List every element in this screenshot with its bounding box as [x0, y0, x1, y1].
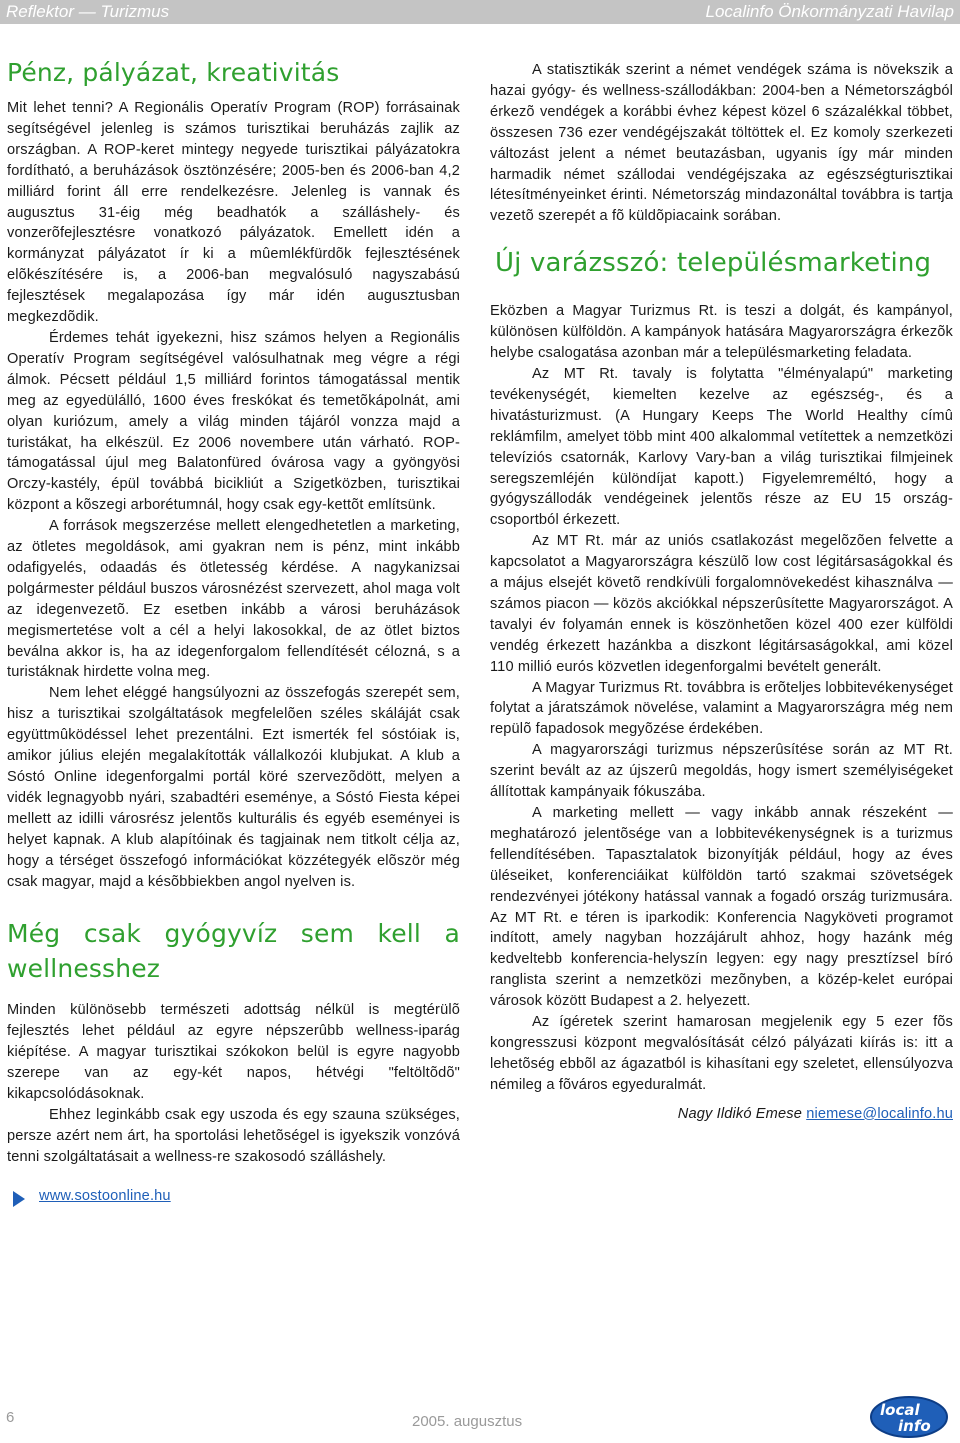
section-heading-marketing: Új varázsszó: településmarketing [495, 248, 932, 279]
paragraph: A magyarországi turizmus népszerûsítése során az MT Rt. szerint bevált az az újszerû megoldás, hogy ismert személyiségeket állítottak kampányaik fókuszába. [490, 742, 953, 801]
svg-text:local: local [880, 1401, 920, 1419]
header-publication-name: Localinfo Önkormányzati Havilap [705, 2, 954, 21]
paragraph: Nem lehet eléggé hangsúlyozni az összefogás szerepét sem, hisz a turisztikai szolgáltatások megfelelõen széles skáláját csak együttmûködéssel lehet prezentálni. Ezt ismerték fel sóstóiak is, amikor július elején megalakították vállalkozói klubjukat. A klub a Sóstó Online idegenforgalmi portál köré szervezõdött, melyen a vidék legnagyobb nyári, szabadtéri eseménye, a Sóstó Fiesta képei mellett az idilli városrész jelentõs kulturális és egyéb eseményei is helyet kapnak. A klub alapítóinak és tagjainak nem titkolt célja az, hogy a térséget összefogó információkat közzétegyék elõször még csak magyar, majd a késõbbiekben angol nyelven is. [7, 685, 460, 890]
paragraph: Az ígéretek szerint hamarosan megjelenik egy 5 ezer fõs kongresszusi központ megvalósítását célzó pályázati kiírás is: itt a lehetõség ebbõl az ágazatból is kihasítani egy szeletet, ellensúlyozva némileg a fõváros egyeduralmát. [490, 1014, 953, 1093]
sostoonline-link[interactable]: www.sostoonline.hu [39, 1187, 171, 1204]
paragraph: Az MT Rt. tavaly is folytatta "élményalapú" marketing tevékenységét, kiemelten kezelve az egészség-, és a hivatásturizmust. (A Hungary Keeps The World Healthy címû reklámfilm, amelyet több mint 400 alkalommal vetítettek a nemzetközi televíziós csatornák, Karlovy Vary-ban a világ turisztikai filmjeinek seregszemléjén különdíjat kapott.) Figyelemreméltó, hogy a gyógyszállodák vendégeinek jelentõs része az EU 15 ország-csoportból érkezett. [490, 365, 953, 529]
paragraph: Eközben a Magyar Turizmus Rt. is teszi a dolgát, és kampányol, különösen külföldön. A kampányok hatására Magyarországra érkezõk helybe csalogatása azonban már a településmarketing feladata. [490, 303, 953, 362]
page-footer [0, 1401, 960, 1443]
paragraph: A források megszerzése mellett elengedhetetlen a marketing, az ötletes megoldások, ami gyakran nem is pénz, mint inkább odafigyelés, odaadás és ötletesség kérdése. A nagykanizsai polgármester például buszos városnézést szervezett, ahol maga volt az idegenvezetõ. Ez esetben inkább a városi beruházások megismertetése volt a cél a helyi lakosokkal, de az ötlet biztos beválna akkor is, ha az idegenforgalom fellendítését célozná, s a turistáknak hirdette volna meg. [7, 518, 460, 681]
page-header [0, 0, 960, 24]
article-title: Pénz, pályázat, kreativitás [7, 58, 340, 87]
right-column [490, 60, 953, 1125]
section-heading-wellness: Még csak gyógyvíz sem kell a wellnesshez [7, 919, 460, 984]
left-column [7, 58, 460, 1207]
localinfo-logo [868, 1393, 950, 1439]
author-name: Nagy Ildikó Emese [677, 1105, 802, 1122]
paragraph: Az MT Rt. már az uniós csatlakozást megelõzõen felvette a kapcsolatot a Magyarországra készülõ low cost légitársaságokkal és a május elsejét követõ rendkívüli forgalomnövekedést kihasználva — számos piacon — közös akciókkal népszerûsítette Magyarországot. A tavalyi év folyamán ennek is köszönhetõen közel 400 ezer külföldi vendég érkezett hazánkba a diszkont légitársaságokkal, ami közel 110 millió eurós közvetlen idegenforgalmi bevételt generált. [490, 533, 953, 675]
author-email-link[interactable]: niemese@localinfo.hu [806, 1105, 953, 1122]
page-number: 6 [6, 1409, 15, 1426]
link-row [7, 1186, 460, 1207]
paragraph: A statisztikák szerint a német vendégek száma is növekszik a hazai gyógy- és wellness-szállodákban: 2004-ben a Németországból érkezõ vendégek a korábbi évhez képest közel 6 százalékkal többet, összesen 736 ezer vendégéjszakát töltöttek el. Ez komoly szerkezeti változást jelent a német beutazásban, ugyanis így már minden harmadik német szállodai vendégéjszaka az egészségturisztikai létesítményeinket érinti. Németország mindazonáltal továbbra is tartja vezetõ szerepét a fõ küldõpiacaink sorában. [490, 62, 953, 225]
paragraph: A Magyar Turizmus Rt. továbbra is erõteljes lobbitevékenységet folytat a járatszámok növelése, valamint a Magyarországra még nem repülõ fapadosok megyõzése érdekében. [490, 679, 953, 738]
paragraph: Érdemes tehát igyekezni, hisz számos helyen a Regionális Operatív Program segítségével valósulhatnak meg végre a régi álmok. Pécsett például 1,5 milliárd forintos támogatással mentik meg az egyedülálló, 1600 éves freskókat és temetõkápolnát, ami olyan kuriózum, amely a világ minden tájáról vonzza majd a turistákat, ha elkészül. Ez 2006 novembere után várható. ROP-támogatással újul meg Balatonfüred óvárosa vagy a gyöngyösi Orczy-kastély, épül továbbá bicikliút a Szigetközben, turisztikai központ a kõszegi arborétumnál, hogy csak egy-kettõt említsünk. [7, 329, 460, 514]
arrow-right-icon [13, 1191, 25, 1207]
header-section-title: Reflektor — Turizmus [6, 2, 170, 21]
paragraph: Ehhez leginkább csak egy uszoda és egy szauna szükséges, persze azért nem árt, ha sportolási lehetõségel is igyekszik vonzóvá tenni szolgáltatásait a wellness-re szakosodó szálláshely. [7, 1106, 460, 1165]
paragraph: Minden különösebb természeti adottság nélkül is megtérülõ fejlesztés lehet például az egyre népszerûbb wellness-iparág kiépítése. A magyar turisztikai szókokon belül is egyre nagyobb szerepe van az egy-két napos, hétvégi "feltöltõdõ" kikapcsolódásoknak. [7, 1002, 460, 1103]
svg-text:info: info [898, 1417, 931, 1435]
paragraph: Mit lehet tenni? A Regionális Operatív Program (ROP) forrásainak segítségével jelenleg is számos turisztikai beruházás zajlik az országban. A ROP-keret mintegy negyede turisztikai pályázatokra fordítható, a beruházások ösztönzésére; 2005-ben és 2006-ban 4,2 milliárd forint áll erre rendelkezésre. Jelenleg is vannak és augusztus 31-éig még beadhatók a szálláshely- és vonzerõfejlesztésre vonatkozó pályázatok. Emellett idén a kormányzat pályázatot ír ki a mûemlékfürdõk fejlesztésének elõkészítésére is, a 2006-ban megvalósuló nagyszabású fejlesztések megalapozása így már idén augusztusban megkezdõdik. [7, 100, 460, 326]
issue-date: 2005. augusztus [412, 1413, 523, 1430]
author-signature [490, 1104, 953, 1125]
paragraph: A marketing mellett — vagy inkább annak részeként — meghatározó jelentõsége van a lobbitevékenységnek is a turizmus fellendítésében. Tapasztalatok bizonyítják például, hogy az éves üléseiket, konferenciáikat külföldön tartó szakmai szövetségek rendezvényei jótékony hatással vannak a fogadó ország turizmusára. Az MT Rt. e téren is iparkodik: Konferencia Nagyköveti programot indított, amely nagyban hozzájárult ahhoz, hogy hazánk még kedveltebb konferencia-helyszín legyen: egy nagy presztízsel bíró ranglista szerint a nemzetközi mezõnyben, a közép-kelet európai városok között Budapest a 2. helyezett. [490, 805, 953, 1010]
